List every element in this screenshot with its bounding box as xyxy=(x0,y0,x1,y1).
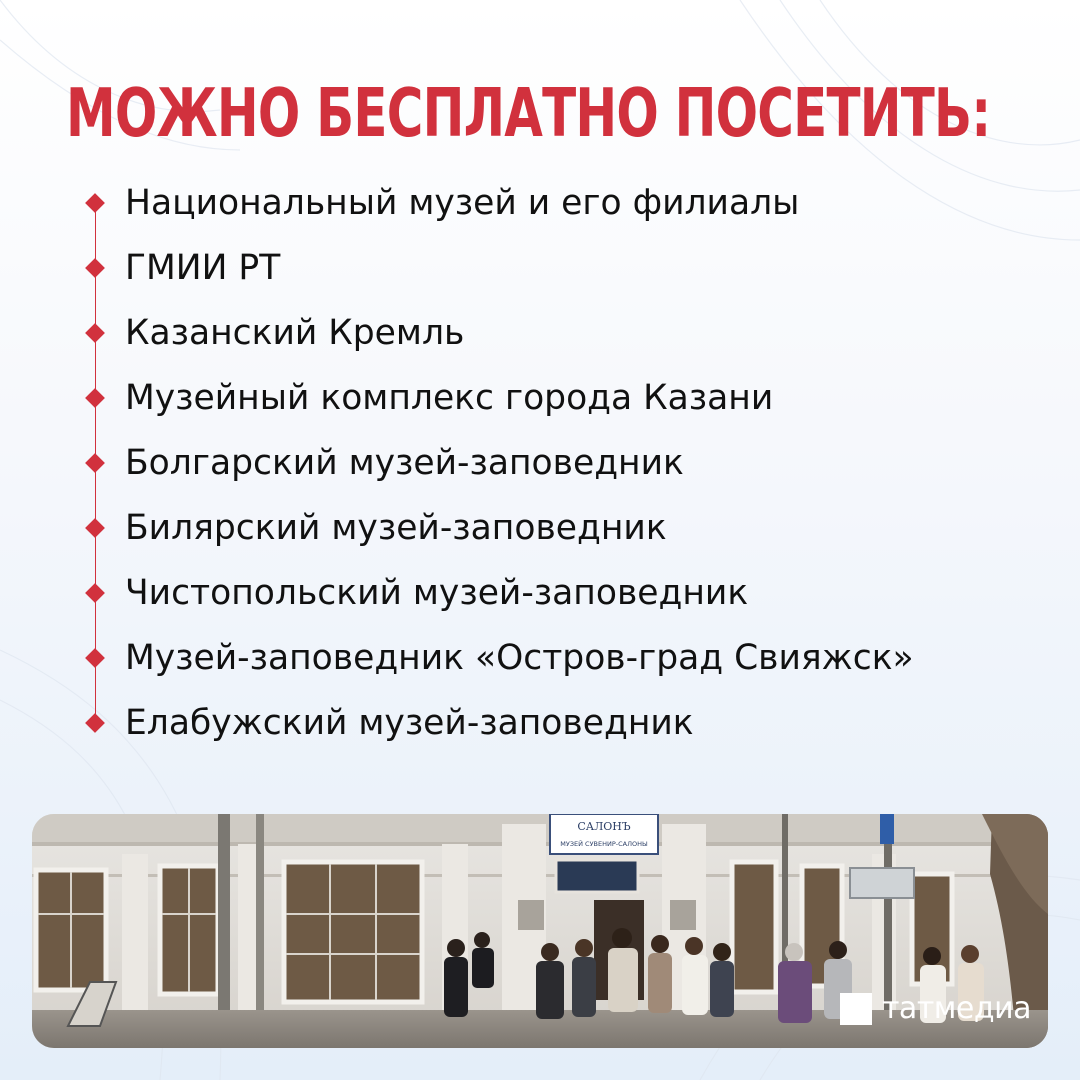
bullet-diamond-icon xyxy=(85,453,105,473)
list-item-label: Музей-заповедник «Остров-град Свияжск» xyxy=(125,638,914,678)
list-item-label: Елабужский музей-заповедник xyxy=(125,703,694,743)
tatmedia-logo xyxy=(840,991,1031,1026)
bullet-diamond-icon xyxy=(85,193,105,213)
list-item xyxy=(86,178,1046,228)
bullet-diamond-icon xyxy=(85,583,105,603)
sign-text-line1: САЛОНЪ xyxy=(577,820,631,833)
list-item xyxy=(86,633,1046,683)
page-title: МОЖНО БЕСПЛАТНО ПОСЕТИТЬ: xyxy=(66,75,991,153)
brand-name: татмедиа xyxy=(881,991,1031,1026)
logo-square-icon xyxy=(840,993,872,1025)
bullet-diamond-icon xyxy=(85,388,105,408)
list-item-label: Билярский музей-заповедник xyxy=(125,508,667,548)
list-item xyxy=(86,308,1046,358)
list-item xyxy=(86,698,1046,748)
list-item-label: Национальный музей и его филиалы xyxy=(125,183,800,223)
list-item-label: Болгарский музей-заповедник xyxy=(125,443,684,483)
list-item xyxy=(86,438,1046,488)
sign-text-line2: МУЗЕЙ СУВЕНИР-САЛОНЫ xyxy=(560,840,648,848)
bullet-diamond-icon xyxy=(85,648,105,668)
museum-photo xyxy=(32,814,1048,1048)
bullet-diamond-icon xyxy=(85,713,105,733)
bullet-diamond-icon xyxy=(85,323,105,343)
bullet-diamond-icon xyxy=(85,258,105,278)
list-item-label: Казанский Кремль xyxy=(125,313,465,353)
list-item xyxy=(86,373,1046,423)
list-item xyxy=(86,243,1046,293)
list-item-label: Чистопольский музей-заповедник xyxy=(125,573,749,613)
list-item-label: Музейный комплекс города Казани xyxy=(125,378,774,418)
list-item-label: ГМИИ РТ xyxy=(125,248,281,288)
bullet-diamond-icon xyxy=(85,518,105,538)
list-item xyxy=(86,568,1046,618)
list-item xyxy=(86,503,1046,553)
